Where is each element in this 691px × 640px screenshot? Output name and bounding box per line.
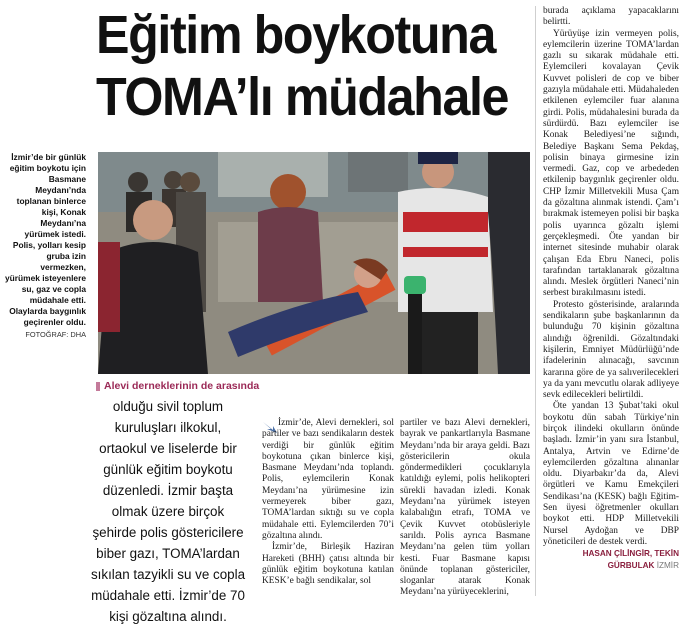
body-paragraph: Protesto gösterisinde, aralarında sendikaların şube başkanlarının da bulunduğu 70 kişinin gözaltına alındığı öğrenildi. Gözaltındaki kişilerin, Emniyet Müdürlüğü’nde ifadelerinin alınacağı, savcının kararına göre de ya salıverilecekleri ya da yanı mevcutlu olarak adliyeye sevk edilecekleri belirtildi. bbox=[543, 299, 679, 401]
news-photo bbox=[98, 152, 530, 374]
byline bbox=[543, 548, 679, 571]
pullquote-text: olduğu sivil toplum kuruluşları ilkokul, ortaokul ve liselerde bir günlük eğitim boykotu düzenledi. İzmir başta olmak üzere birçok şehirde polis göstericilere biber gazı, TOMA’lardan sıkılan tazyikli su ve copla müdahale etti. İzmir’de 70 kişi gözaltına alındı. bbox=[90, 399, 246, 624]
body-paragraph: İzmir’de, Birleşik Haziran Hareketi (BHH) çatısı altında bir günlük eğitim boykotuna katılan KESK’e bağlı sendikalar, sol bbox=[262, 542, 394, 587]
headline-line-1: Eğitim boykotuna bbox=[96, 5, 495, 65]
body-paragraph: burada açıklama yapacaklarını belirtti. bbox=[543, 6, 679, 28]
body-paragraph: Yürüyüşe izin vermeyen polis, eylemcilerin üzerine TOMA’lardan gazlı su sıkarak müdahale etti. Eylemcileri kovalayan Çevik Kuvvet polisleri de cop ve biber gazıyla müdahale etti. Müdahaleden etkilenen eylemciler fuar alanına girdi. Polis, müdahalesini burada da sürdürdü. Bazı eylemciler ise Konak Belediyesi’ne sığındı, Belediye Başkanı Sema Pekdaş, polisin binaya girmesine izin vermedi. Gaz, cop ve arbededen etkilenip baygınlık geçirenler oldu. CHP İzmir Milletvekili Musa Çam da gözaltına alınmak istendi. Çam’ı bırakmak istemeyen polisi bir başka polis uyarınca gözaltı işlemi gerçekleşmedi. Öte yandan bir internet sitesinde muhabir olarak çalışan Eda Ebru Naneci, polis tarafından tartaklanarak gözaltına alındı. Meslek örgütleri Naneci’nin serbest bırakılmasını istedi. bbox=[543, 28, 679, 299]
byline-names: HASAN ÇİLİNGİR, TEKİN GÜRBULAK bbox=[582, 549, 679, 570]
body-column-1 bbox=[262, 418, 394, 587]
news-photo-illustration bbox=[98, 152, 530, 374]
body-column-3 bbox=[543, 6, 679, 571]
photo-caption bbox=[4, 152, 86, 340]
byline-city: İZMİR bbox=[656, 560, 679, 570]
body-paragraph: Öte yandan 13 Şubat’taki okul boykotu dün sabah Türkiye’nin birçok ilindeki okulların önünde başladı. İzmir’in yanı sıra İstanbul, Antalya, Artvin ve Edirne’de eylemcilerden gözaltına alınanlar oldu. Diyarbakır’da da, Alevi örgütleri ve Kamu Emekçileri Sendikası’na (KESK) bağlı Eğitim-Sen üyesi öğretmenler okulları boykot etti. HDP Milletvekili Nursel Aydoğan ve DBP yöneticileri de destek verdi. bbox=[543, 401, 679, 547]
body-paragraph: İzmir’de, Alevi dernekleri, sol partiler ve bazı sendikaların destek verdiği bir günlük eğitim boykotuna çıkan binlerce kişi, Basmane Meydanı’nda toplandı. Polis, eylemcilerin Konak Meydanı’na yürümesine izin vermeyerek biber gazı, TOMA’lardan sıktığı su ve copla müdahale etti. Eylemcilerden 70’i gözaltına alındı. bbox=[262, 418, 394, 541]
pullquote-title: Alevi derneklerinin de arasında bbox=[104, 380, 264, 392]
body-column-2 bbox=[400, 418, 530, 599]
column-divider bbox=[535, 6, 536, 596]
photo-caption-text: İzmir’de bir günlük eğitim boykotu için Basmane Meydanı’nda toplanan binlerce kişi, Konak Meydanı’na yürümek istedi. Polis, yolları kesip gruba izin vermezken, yürümek isteyenlere su, gaz ve copla müdahale etti. Olaylarda baygınlık geçirenler oldu. bbox=[4, 152, 86, 327]
body-paragraph: partiler ve bazı Alevi dernekleri, bayrak ve pankartlarıyla Basmane Meydanı’nda bir araya geldi. Bazı göstericilerin okula göndermedikleri çocuklarıyla katıldığı eylemi, polis helikopteri sürekli havadan izledi. Konak Meydanı’na yürümek isteyen kalabalığın etrafı, TOMA ve Çevik Kuvvet otobüsleriyle sarıldı. Polis ayrıca Basmane Meydanı’na gelen tüm yolları kesti. Fuar Basmane kapısı önünde toplanan göstericiler, sloganlar atarak Konak Meydanı’na yürüyeceklerini, bbox=[400, 418, 530, 598]
pullquote bbox=[90, 396, 246, 627]
headline bbox=[96, 4, 530, 128]
headline-line-2: TOMA’lı müdahale bbox=[96, 67, 509, 127]
photo-credit: FOTOĞRAF: DHA bbox=[25, 330, 86, 339]
